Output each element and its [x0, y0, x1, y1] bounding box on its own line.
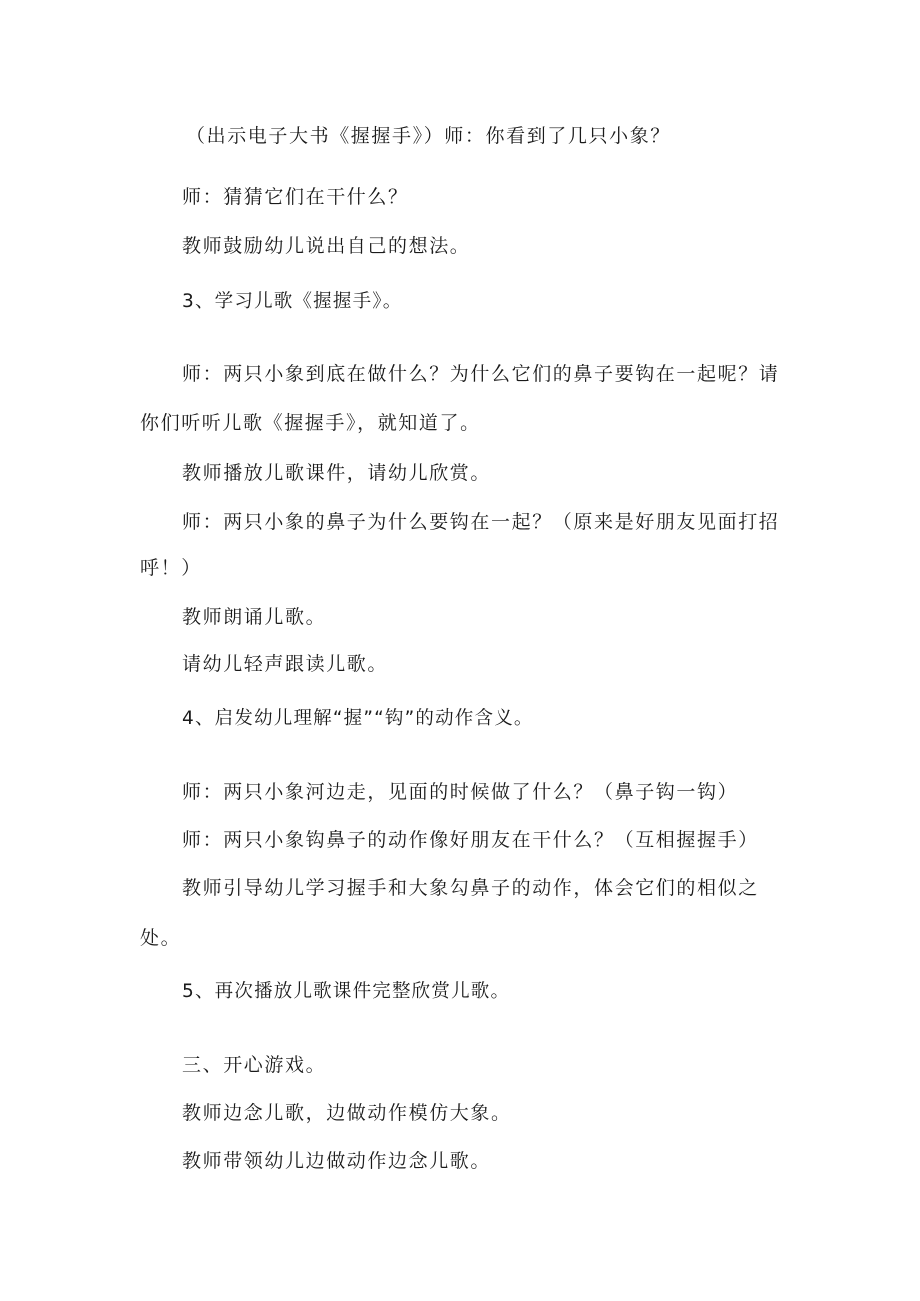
section-heading-5: 5、再次播放儿歌课件完整欣赏儿歌。 — [182, 981, 511, 1002]
paragraph-why-hook-line2: 呼！） — [140, 557, 202, 579]
paragraph-question-line1: 师：两只小象到底在做什么？为什么它们的鼻子要钩在一起呢？请 — [182, 363, 780, 385]
paragraph-guess: 师：猜猜它们在干什么？ — [182, 186, 409, 208]
paragraph-imitate: 教师边念儿歌，边做动作模仿大象。 — [182, 1102, 512, 1124]
section-heading-three: 三、开心游戏。 — [182, 1054, 327, 1076]
paragraph-lead-children: 教师带领幼儿边做动作边念儿歌。 — [182, 1150, 492, 1172]
paragraph-question-line2: 你们听听儿歌《握握手》，就知道了。 — [140, 412, 481, 434]
paragraph-guide-line1: 教师引导幼儿学习握手和大象勾鼻子的动作，体会它们的相似之 — [182, 877, 759, 899]
paragraph-like-friends: 师：两只小象钩鼻子的动作像好朋友在干什么？（互相握握手） — [182, 829, 759, 851]
paragraph-why-hook-line1: 师：两只小象的鼻子为什么要钩在一起？（原来是好朋友见面打招 — [182, 511, 780, 533]
section-heading-3: 3、学习儿歌《握握手》。 — [182, 291, 403, 312]
paragraph-play-courseware: 教师播放儿歌课件，请幼儿欣赏。 — [182, 462, 492, 484]
paragraph-guide-line2: 处。 — [140, 927, 182, 949]
paragraph-show-ebook: （出示电子大书《握握手》）师：你看到了几只小象？ — [186, 125, 671, 147]
paragraph-recite: 教师朗诵儿歌。 — [182, 606, 327, 628]
paragraph-follow-read: 请幼儿轻声跟读儿歌。 — [182, 653, 389, 675]
paragraph-encourage: 教师鼓励幼儿说出自己的想法。 — [182, 235, 471, 257]
section-heading-4: 4、启发幼儿理解“握”“钩”的动作含义。 — [182, 708, 534, 729]
paragraph-riverside: 师：两只小象河边走，见面的时候做了什么？（鼻子钩一钩） — [182, 781, 739, 803]
